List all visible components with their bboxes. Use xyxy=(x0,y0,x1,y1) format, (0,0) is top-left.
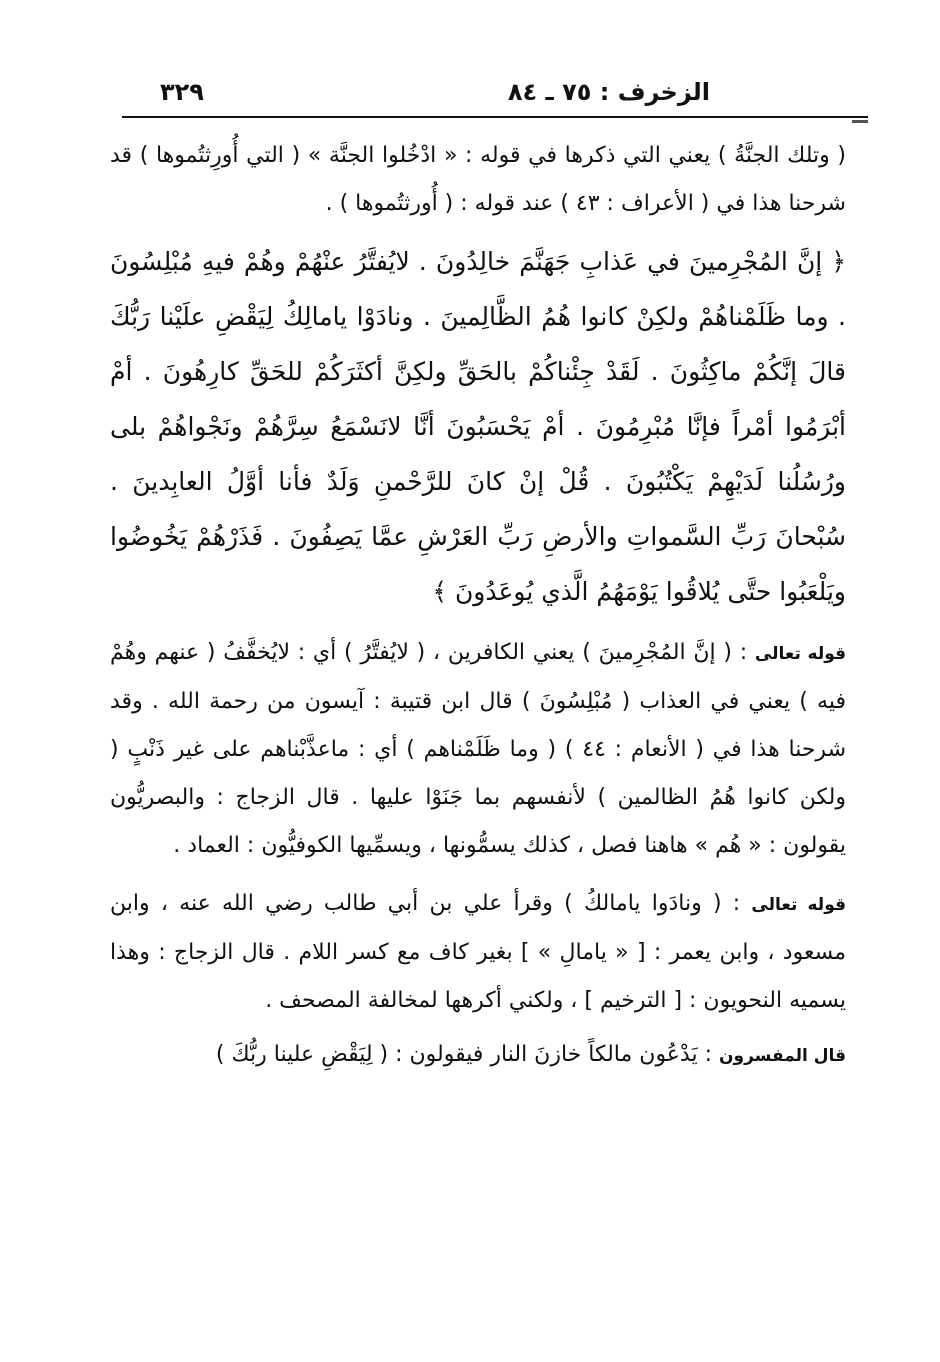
intro-paragraph: ( وتلك الجنَّةُ ) يعني التي ذكرها في قوله : « ادْخُلوا الجنَّة » ( التي أُورِثتُموها ) قد شرحنا هذا في ( الأعراف : ٤٣ ) عند قوله : ( أُورثتُموها ) . xyxy=(110,143,846,216)
running-title: الزخرف : ٧٥ ـ ٨٤ xyxy=(507,78,710,106)
commentary-paragraph-1 xyxy=(110,629,846,870)
quran-verses: ﴿ إنَّ المُجْرِمينَ في عَذابِ جَهَنَّمَ خالِدُونَ . لايُفتَّرُ عنْهُمْ وهُمْ فيهِ مُبْلِسُونَ . وما ظَلَمْناهُمْ ولكِنْ كانوا هُمُ الظَّالِمينَ . ونادَوْا يامالِكُ لِيَقْضِ علَيْنا رَبُّكَ قالَ إنَّكُمْ ماكِثُونَ . لَقَدْ جِئْناكُمْ بالحَقِّ ولكِنَّ أكثَرَكُمْ للحَقِّ كارِهُونَ . أمْ أبْرَمُوا أمْراً فإنَّا مُبْرِمُونَ . أمْ يَحْسَبُونَ أنَّا لانَسْمَعُ سِرَّهُمْ ونَجْواهُمْ بلى ورُسُلُنا لَدَيْهِمْ يَكْتُبُونَ . قُلْ إنْ كانَ للرَّحْمنِ وَلَدٌ فأنا أوَّلُ العابِدينَ . سُبْحانَ رَبِّ السَّمواتِ والأرضِ رَبِّ العَرْشِ عمَّا يَصِفُونَ . فَذَرْهُمْ يَخُوضُوا ويَلْعَبُوا حتَّى يُلاقُوا يَوْمَهُمُ الَّذي يُوعَدُونَ ﴾ xyxy=(110,247,846,606)
page-number: ٣٢٩ xyxy=(160,78,204,106)
paragraph-lead: قال المفسرون xyxy=(719,1046,846,1066)
paragraph-lead: قوله تعالى xyxy=(751,895,846,915)
commentary-paragraph-2 xyxy=(110,880,846,1025)
paragraph-text: : ( إنَّ المُجْرِمينَ ) يعني الكافرين ، ( لايُفتَّرُ ) أي : لايُخفَّفُ ( عنهم وهُمْ فيه ) يعني في العذاب ( مُبْلِسُونَ ) قال ابن قتيبة : آيسون من رحمة الله . وقد شرحنا هذا في ( الأنعام : ٤٤ ) ( وما ظَلَمْناهم ) أي : ماعذَّبْناهم على غير ذَنْبٍ ( ولكن كانوا هُمُ الظالمين ) لأنفسهم بما جَنَوْا عليها . قال الزجاج : والبصريُّون يقولون : « هُم » هاهنا فصل ، كذلك يسمُّونها ، ويسمِّيها الكوفيُّون : العماد . xyxy=(110,640,847,858)
paragraph-text: : ( ونادَوا يامالكُ ) وقرأ علي بن أبي طالب رضي الله عنه ، وابن مسعود ، وابن يعمر : [ « يامالِ » ] بغير كاف مع كسر اللام . قال الزجاج : وهذا يسميه النحويون : [ الترخيم ] ، ولكني أكرهها لمخالفة المصحف . xyxy=(110,891,846,1013)
page-header xyxy=(120,72,850,112)
paragraph-lead: قوله تعالى xyxy=(754,644,846,664)
header-rule xyxy=(122,116,868,118)
rule-ornament xyxy=(852,120,868,123)
commentary-paragraph-3 xyxy=(110,1031,846,1080)
page-body xyxy=(110,132,846,1080)
paragraph-text: : يَدْعُون مالكاً خازنَ النار فيقولون : ( لِيَقْضِ علينا ربُّكَ ) xyxy=(215,1042,720,1067)
